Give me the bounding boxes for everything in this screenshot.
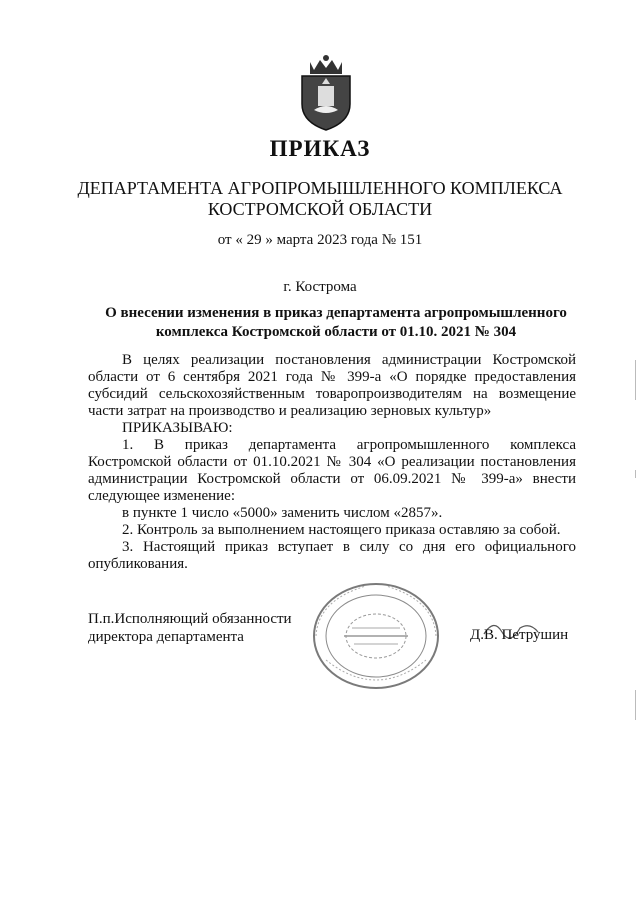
order-body (88, 352, 576, 573)
margin-scan-mark (629, 470, 636, 478)
official-seal-stamp (306, 580, 446, 692)
department-line-2: КОСТРОМСКОЙ ОБЛАСТИ (207, 199, 433, 219)
order-keyword: ПРИКАЗЫВАЮ: (122, 420, 233, 436)
order-subject (96, 304, 576, 342)
clause-3: 3. Настоящий приказ вступает в силу со дня его официального опубликования. (88, 539, 576, 572)
signatory-name: Д.В. Петрушин (470, 627, 569, 643)
margin-scan-mark (629, 690, 636, 720)
city: г. Кострома (283, 279, 357, 295)
order-date-number: от « 29 » марта 2023 года № 151 (217, 232, 423, 248)
department-name (0, 178, 640, 220)
document-title: ПРИКАЗ (269, 136, 371, 161)
signatory-role (88, 610, 292, 646)
signatory-role-line-1: П.п.Исполняющий обязанности (88, 611, 292, 627)
subject-line-1: О внесении изменения в приказ департамента агропромышленного (105, 305, 567, 321)
signatory-role-line-2: директора департамента (88, 629, 244, 645)
preamble-paragraph: В целях реализации постановления администрации Костромской области от 6 сентября 2021 года № 399-а «О порядке предоставления субсидий сельскохозяйственным товаропроизводителям на возмещение части затрат на производство и реализацию зерновых культур» (88, 352, 576, 419)
clause-1: 1. В приказ департамента агропромышленного комплекса Костромской области от 01.10.2021 № 304 «О реализации постановления администрации Костромской области от 06.09.2021 № 399-а» внести следующее изменение: (88, 437, 576, 504)
margin-scan-mark (629, 360, 636, 400)
clause-2: 2. Контроль за выполнением настоящего приказа оставляю за собой. (122, 522, 561, 538)
coat-of-arms-icon (296, 52, 356, 132)
clause-1-change: в пункте 1 число «5000» заменить числом «2857». (122, 505, 443, 521)
department-line-1: ДЕПАРТАМЕНТА АГРОПРОМЫШЛЕННОГО КОМПЛЕКСА (77, 178, 563, 198)
subject-line-2: комплекса Костромской области от 01.10. 2021 № 304 (155, 324, 517, 340)
